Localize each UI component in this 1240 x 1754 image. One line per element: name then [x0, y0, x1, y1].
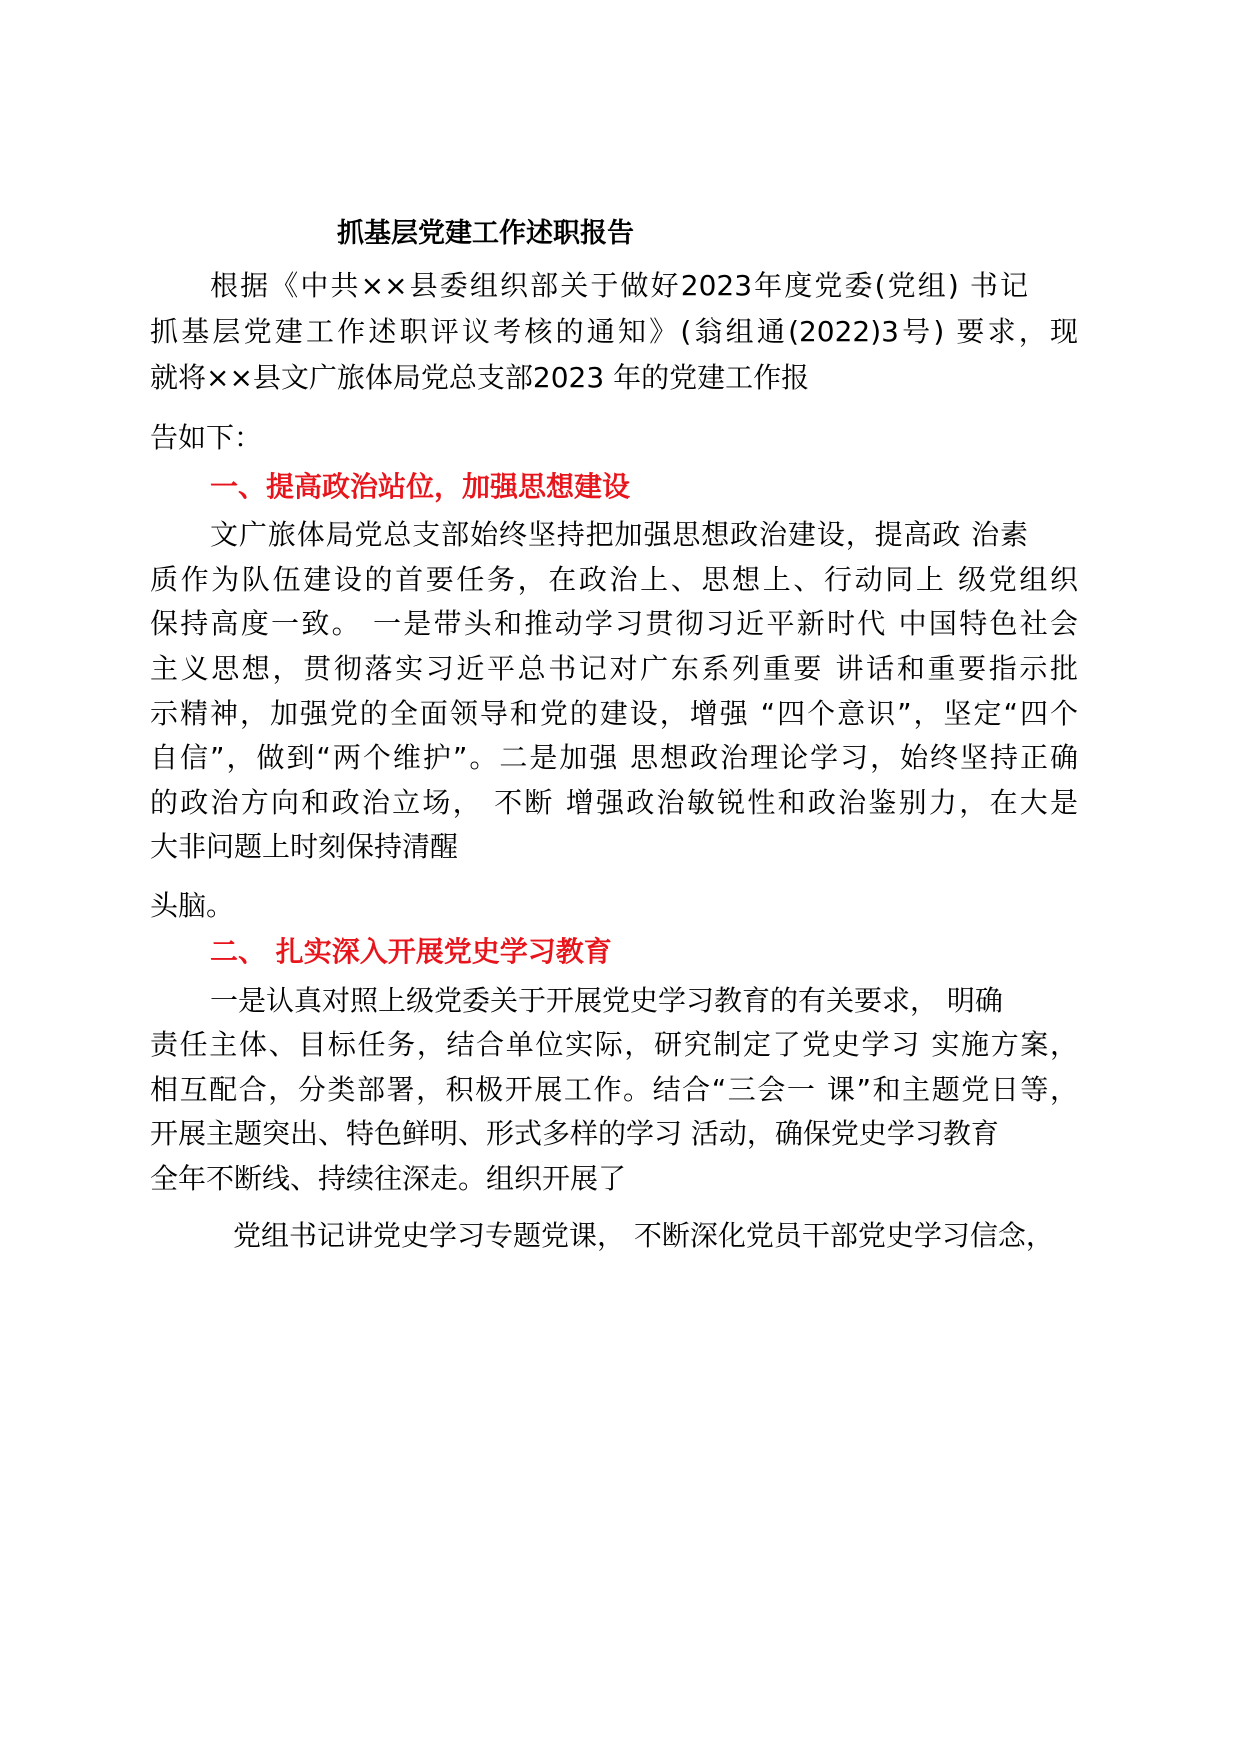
- section-2-line-1: 一是认真对照上级党委关于开展党史学习教育的有关要求， 明确: [210, 984, 1003, 1017]
- section-1-heading: 一、提高政治站位，加强思想建设: [210, 470, 631, 503]
- section-1-line-7: 的政治方向和政治立场， 不断 增强政治敏锐性和政治鉴别力，在大是: [150, 786, 1078, 819]
- section-1-line-1: 文广旅体局党总支部始终坚持把加强思想政治建设，提高政 治素: [210, 518, 1028, 551]
- section-1-line-3: 保持高度一致。 一是带头和推动学习贯彻习近平新时代 中国特色社会: [150, 607, 1078, 640]
- intro-line-4: 告如下：: [150, 421, 263, 454]
- section-1-line-2: 质作为队伍建设的首要任务，在政治上、思想上、行动同上 级党组织: [150, 563, 1078, 596]
- section-1-line-5: 示精神，加强党的全面领导和党的建设，增强 “四个意识”，坚定“四个: [150, 697, 1078, 730]
- section-2-line-4: 开展主题突出、特色鲜明、形式多样的学习 活动，确保党史学习教育: [150, 1117, 999, 1150]
- section-1-line-9: 头脑。: [150, 889, 235, 922]
- section-2-line-3: 相互配合，分类部署，积极开展工作。结合“三会一 课”和主题党日等，: [150, 1073, 1078, 1106]
- intro-line-3: 就将××县文广旅体局党总支部2023 年的党建工作报: [150, 361, 810, 394]
- section-2-line-6: 党组书记讲党史学习专题党课， 不断深化党员干部党史学习信念，: [233, 1219, 1054, 1252]
- section-1-line-6: 自信”，做到“两个维护”。二是加强 思想政治理论学习，始终坚持正确: [150, 741, 1078, 774]
- section-2-line-2: 责任主体、目标任务，结合单位实际，研究制定了党史学习 实施方案，: [150, 1028, 1078, 1061]
- intro-line-1: 根据《中共××县委组织部关于做好2023年度党委(党组) 书记: [210, 269, 1028, 302]
- document-title: 抓基层党建工作述职报告: [337, 218, 634, 249]
- section-1-line-4: 主义思想，贯彻落实习近平总书记对广东系列重要 讲话和重要指示批: [150, 652, 1078, 685]
- section-2-heading: 二、 扎实深入开展党史学习教育: [210, 935, 612, 968]
- intro-line-2: 抓基层党建工作述职评议考核的通知》(翁组通(2022)3号) 要求，现: [150, 315, 1078, 348]
- section-2-line-5: 全年不断线、持续往深走。组织开展了: [150, 1162, 627, 1195]
- section-1-line-8: 大非问题上时刻保持清醒: [150, 830, 459, 863]
